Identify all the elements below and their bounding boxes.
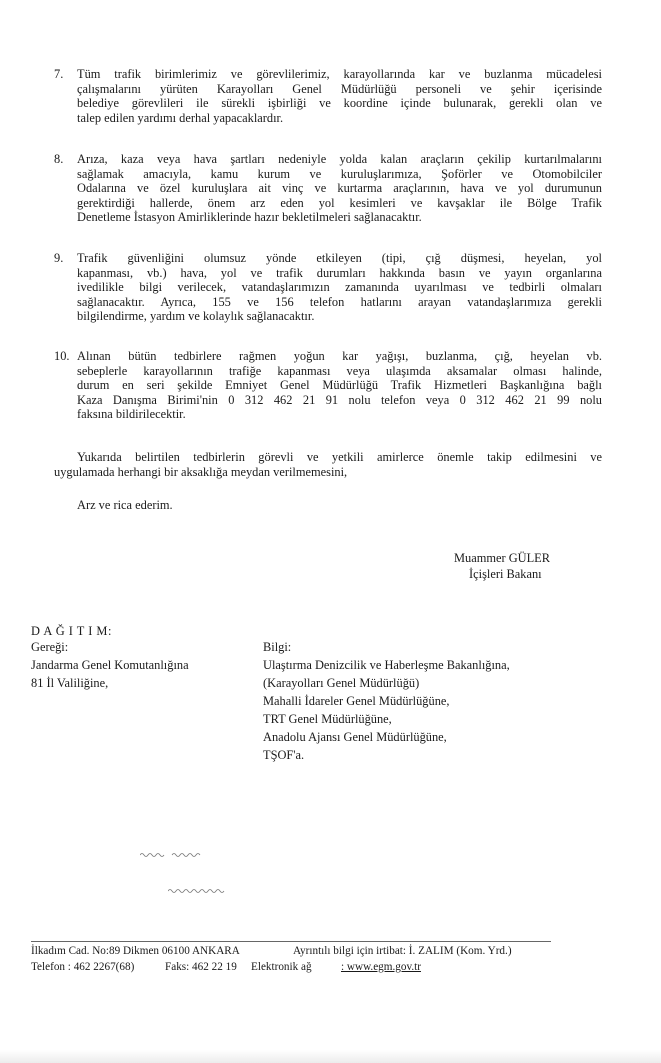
list-item-10 xyxy=(54,349,602,422)
item-line: gerektirdiği hallerde, önem arz eden yol kesimleri ve kavşaklar ile Bölge Trafik xyxy=(77,195,602,210)
item-number: 8. xyxy=(54,152,64,166)
footer-divider xyxy=(31,941,551,942)
footer-website[interactable]: : www.egm.gov.tr xyxy=(341,961,421,973)
item-number: 7. xyxy=(54,67,64,81)
item-line: kapanması, vb.) hava, yol ve trafik durumları hakkında basın ve yayın organlarına xyxy=(77,265,602,280)
bilgi-label: Bilgi: xyxy=(263,640,292,654)
item-line: sebeplerle karayollarının trafiğe kapanması veya ulaşımda aksamalar olması halinde, xyxy=(77,363,602,378)
page-edge xyxy=(0,1050,661,1063)
bilgi-recipient: (Karayolları Genel Müdürlüğü) xyxy=(263,676,420,690)
closing-line: uygulamada herhangi bir aksaklığa meydan verilmemesini, xyxy=(54,464,348,479)
item-line: ivedilikle bilgi verilecek, vatandaşlarımızın zamanında uyarılması ve tedbirli olmaları xyxy=(77,280,602,295)
footer-phone: Telefon : 462 2267(68) xyxy=(31,961,135,973)
item-line: Trafik güvenliğini olumsuz yönde etkileyen (tipi, çığ düşmesi, heyelan, yol xyxy=(77,251,602,265)
item-line: çalışmalarını yürüten Karayolları Genel Müdürlüğü personeli ve şehir içerisinde xyxy=(77,81,602,96)
geregi-label: Gereği: xyxy=(31,640,69,654)
item-line: Odalarına ve özel kuruluşlara ait vinç ve kurtarma araçlarının, hava ve yol durumunun xyxy=(77,181,602,196)
closing-line: Yukarıda belirtilen tedbirlerin görevli ve yetkili amirlerce önemle takip edilmesini ve xyxy=(77,450,602,464)
item-line: sağlamak amacıyla, kamu kurum ve kuruluşlarımıza, Şoförler ve Otomobilciler xyxy=(77,166,602,181)
item-line: belediye görevlileri ile sürekli işbirliği ve koordine içinde bulunarak, gerekli olan ve xyxy=(77,96,602,111)
item-number: 9. xyxy=(54,251,64,265)
bilgi-recipient: Ulaştırma Denizcilik ve Haberleşme Bakanlığına, xyxy=(263,658,510,672)
geregi-recipient: 81 İl Valiliğine, xyxy=(31,676,109,690)
initials-mark xyxy=(168,888,226,894)
footer-fax: Faks: 462 22 19 xyxy=(165,961,237,973)
item-line: durum en seri şekilde Emniyet Genel Müdürlüğü Trafik Hizmetleri Başkanlığına bağlı xyxy=(77,378,602,393)
list-item-7 xyxy=(54,67,602,125)
initials-mark xyxy=(140,852,202,858)
item-line: Arıza, kaza veya hava şartları nedeniyle yolda kalan araçların çekilip kurtarılmalarını xyxy=(77,152,602,166)
closing-request: Arz ve rica ederim. xyxy=(77,498,173,512)
signature-title: İçişleri Bakanı xyxy=(469,567,542,581)
distribution-heading: D A Ğ I T I M: xyxy=(31,624,112,638)
bilgi-recipient: TRT Genel Müdürlüğüne, xyxy=(263,712,392,726)
bilgi-recipient: Anadolu Ajansı Genel Müdürlüğüne, xyxy=(263,730,447,744)
item-number: 10. xyxy=(54,349,70,363)
item-line: talep edilen yardımı derhal yapacaklardır. xyxy=(77,110,284,125)
closing-paragraph xyxy=(54,450,602,479)
footer-contact: Ayrıntılı bilgi için irtibat: İ. ZALIM (Kom. Yrd.) xyxy=(293,945,512,957)
item-line: bilgilendirme, yardım ve kolaylık sağlanacaktır. xyxy=(77,309,315,324)
bilgi-recipient: TŞOF'a. xyxy=(263,748,305,762)
bilgi-recipient: Mahalli İdareler Genel Müdürlüğüne, xyxy=(263,694,450,708)
list-item-9 xyxy=(54,251,602,324)
list-item-8 xyxy=(54,152,602,225)
geregi-recipient: Jandarma Genel Komutanlığına xyxy=(31,658,189,672)
footer-electronic-label: Elektronik ağ xyxy=(251,961,312,973)
footer-address: İlkadım Cad. No:89 Dikmen 06100 ANKARA xyxy=(31,945,240,957)
item-line: Denetleme İstasyon Amirliklerinde hazır bekletilmeleri sağlanacaktır. xyxy=(77,210,422,225)
item-line: Alınan bütün tedbirlere rağmen yoğun kar yağışı, buzlanma, çığ, heyelan vb. xyxy=(77,349,602,363)
item-line: Tüm trafik birimlerimiz ve görevlilerimiz, karayollarında kar ve buzlanma mücadelesi xyxy=(77,67,602,81)
item-line: faksına bildirilecektir. xyxy=(77,407,186,422)
item-line: sağlanacaktır. Ayrıca, 155 ve 156 telefon hatlarını arayan vatandaşlarımıza gerekli xyxy=(77,294,602,309)
signature-name: Muammer GÜLER xyxy=(454,551,551,565)
item-line: Kaza Danışma Birimi'nin 0 312 462 21 91 nolu telefon veya 0 312 462 21 99 nolu xyxy=(77,392,602,407)
